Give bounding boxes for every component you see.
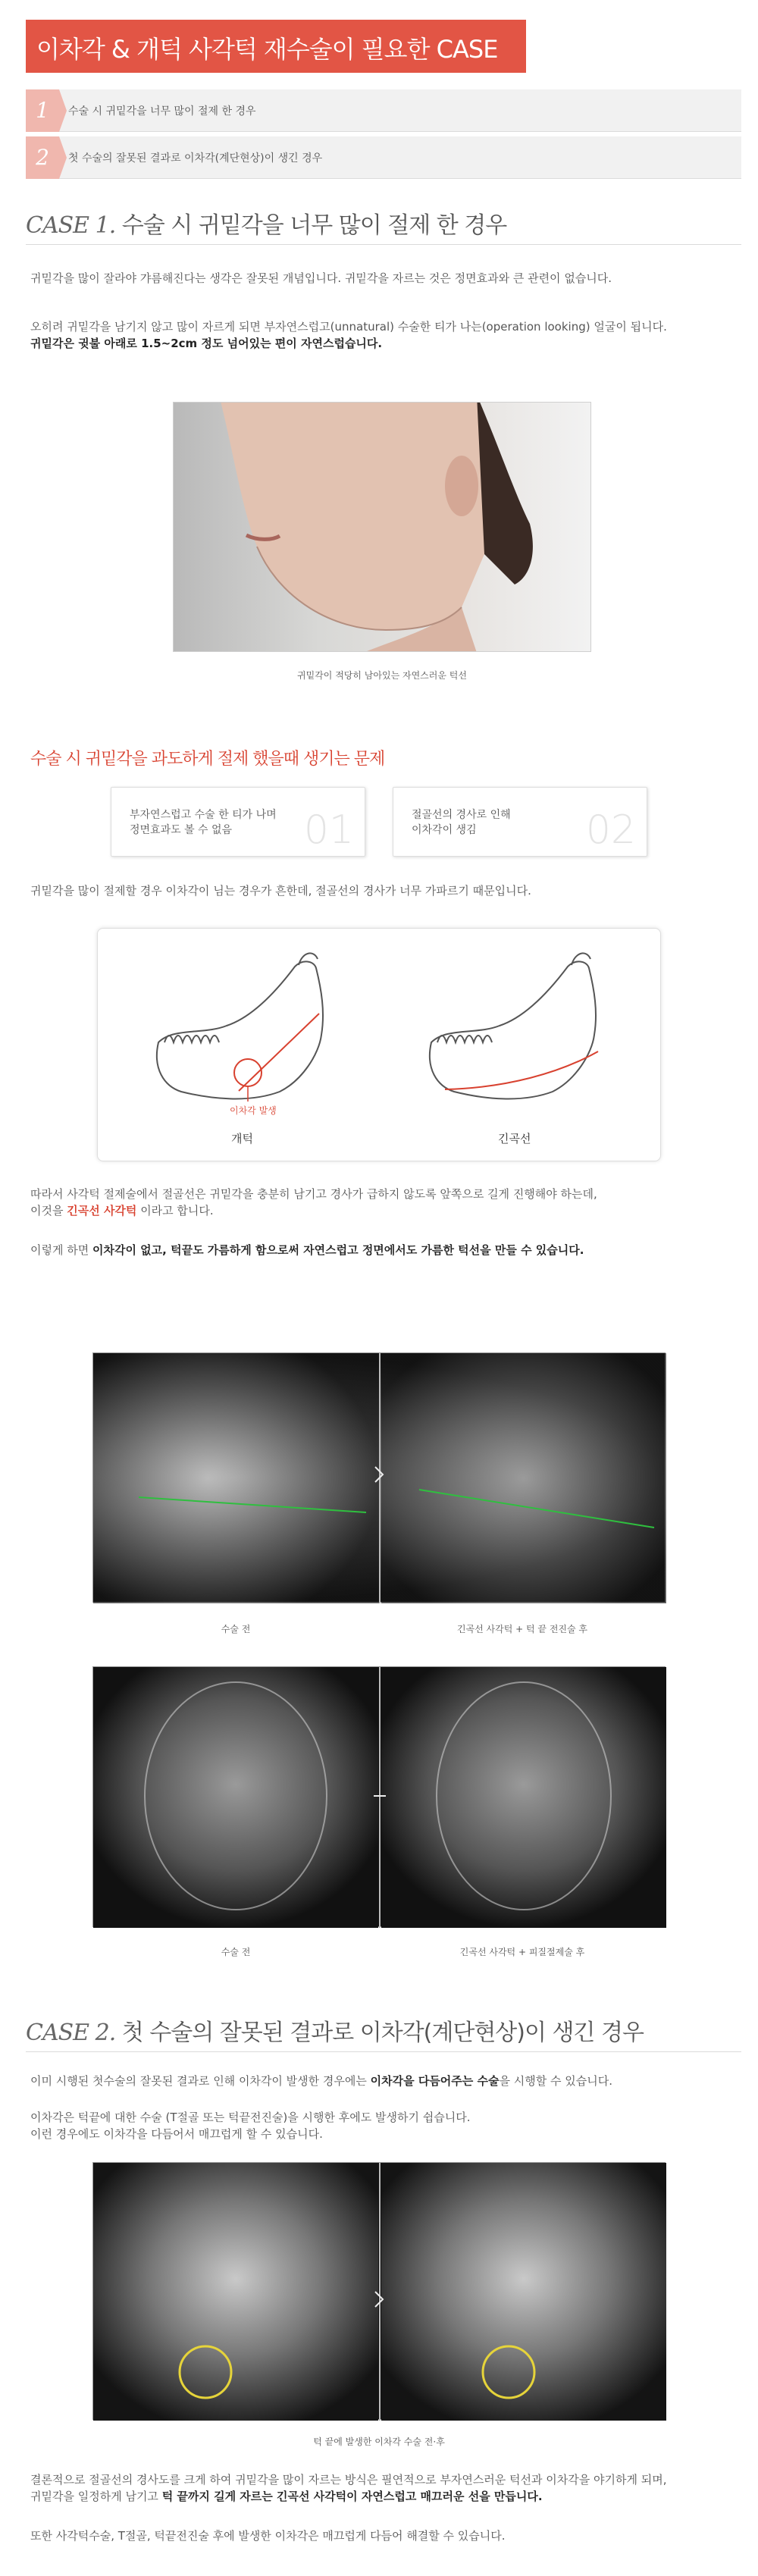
case1-paragraph-1: 귀밑각을 많이 잘라야 갸름해진다는 생각은 잘못된 개념입니다. 귀밑각을 자르는 것은 정면효과와 큰 관련이 없습니다. <box>30 271 612 285</box>
problem-line: 부자연스럽고 수술 한 티가 나며 <box>130 809 277 821</box>
case1-paragraph-5 <box>30 1242 728 1258</box>
divider <box>26 2051 741 2052</box>
problem-line: 정면효과도 볼 수 없음 <box>130 824 233 836</box>
problem-text <box>130 807 277 838</box>
ct-caption-before: 수술 전 <box>221 1624 251 1634</box>
case2-line: 이차각은 턱끝에 대한 수술 (T절골 또는 턱끝전진술)을 시행한 후에도 발생하기 쉽습니다. <box>30 2111 471 2124</box>
case-text: 첫 수술의 잘못된 결과로 이차각(계단현상)이 생긴 경우 <box>68 152 323 165</box>
case1-paragraph-4-line <box>30 1202 728 1219</box>
face-photo-caption: 귀밑각이 적당히 남아있는 자연스러운 턱선 <box>297 670 467 681</box>
case-number: 2 <box>26 136 59 179</box>
case1-paragraph-4 <box>30 1186 728 1219</box>
case2-caption: 턱 끝에 발생한 이차각 수술 전·후 <box>313 2437 445 2447</box>
text-segment: 을 시행할 수 있습니다. <box>499 2074 612 2088</box>
title-banner <box>26 20 526 73</box>
case1-paragraph-3: 귀밑각을 많이 절제할 경우 이차각이 님는 경우가 흔한데, 절골선의 경사가 너무 가파르기 때문입니다. <box>30 884 531 898</box>
problem-card-1 <box>111 787 365 857</box>
case2-line <box>30 2488 728 2505</box>
problem-card-2 <box>393 787 647 857</box>
case2-line: 이런 경우에도 이차각을 다듬어서 매끄럽게 할 수 있습니다. <box>30 2127 323 2141</box>
problem-text <box>412 807 511 838</box>
page-title: 이차각 & 개턱 사각턱 재수술이 필요한 CASE <box>36 35 498 64</box>
ct-caption-after: 긴곡선 사각턱 + 턱 끝 전진술 후 <box>456 1624 588 1634</box>
problem-line: 절골선의 경사로 인해 <box>412 809 511 821</box>
case2-title: 첫 수술의 잘못된 결과로 이차각(계단현상)이 생긴 경우 <box>121 2020 644 2046</box>
diagram-right-label: 긴곡선 <box>498 1132 531 1145</box>
text-segment: 이미 시행된 첫수술의 잘못된 결과로 인해 이차각이 발생한 경우에는 <box>30 2074 371 2088</box>
highlight-term: 긴곡선 사각턱 <box>67 1204 137 1217</box>
long-curve-line <box>445 1051 598 1089</box>
case-text: 수술 시 귀밑각을 너무 많이 절제 한 경우 <box>68 105 256 118</box>
case1-title: 수술 시 귀밑각을 너무 많이 절제 한 경우 <box>121 212 507 239</box>
case2-label: CASE 2. <box>26 2020 116 2046</box>
text-segment: 이렇게 하면 <box>30 1243 92 1257</box>
xray-caption-after: 긴곡선 사각턱 + 피질절제술 후 <box>459 1947 585 1957</box>
case2-ct-illustration <box>93 2163 666 2421</box>
xray-illustration <box>93 1667 666 1928</box>
case-number: 1 <box>26 89 59 132</box>
case1-paragraph-2-bold: 귀밑각은 귓불 아래로 1.5~2cm 정도 넘어있는 편이 자연스럽습니다. <box>30 337 383 350</box>
case1-paragraph-2-text: 오히려 귀밑각을 남기지 않고 많이 자르게 되면 부자연스럽고(unnatural) 수술한 티가 나는(operation looking) 얼굴이 됩니다. <box>30 320 667 334</box>
case1-label: CASE 1. <box>26 212 116 239</box>
case-item-1 <box>26 89 741 132</box>
bold-segment: 이차각을 다듬어주는 수술 <box>370 2074 500 2088</box>
case2-paragraph-6: 또한 사각턱수술, T절골, 턱끝전진술 후에 발생한 이차각은 매끄럽게 다듬어 해결할 수 있습니다. <box>30 2529 506 2543</box>
divider <box>26 244 741 245</box>
face-profile-illustration <box>174 403 591 652</box>
bold-segment: 이차각이 없고, 턱끝도 가름하게 함으로써 자연스럽고 정면에서도 가름한 턱선을 만들 수 있습니다. <box>92 1243 584 1257</box>
xray-caption-before: 수술 전 <box>221 1947 251 1957</box>
case2-paragraph-1 <box>30 2073 728 2089</box>
osteotomy-line-left <box>239 1014 319 1091</box>
text-segment: 이것을 <box>30 1204 67 1217</box>
face-profile-photo <box>173 402 591 652</box>
case2-ct-comparison <box>92 2162 666 2420</box>
jaw-left <box>157 953 323 1098</box>
jaw-diagram <box>98 929 662 1162</box>
diagram-left-label: 개턱 <box>231 1132 253 1145</box>
case1-paragraph-2 <box>30 318 728 352</box>
xray-comparison <box>92 1666 666 1927</box>
case2-paragraph-2 <box>30 2109 728 2142</box>
case2-paragraph-4 <box>30 2471 728 2505</box>
case1-heading <box>26 206 506 240</box>
text-segment: 귀밑각을 일정하게 남기고 <box>30 2490 162 2503</box>
text-segment: 이라고 합니다. <box>136 1204 214 1217</box>
problem-heading: 수술 시 귀밑각을 과도하게 절제 했을때 생기는 문제 <box>30 750 385 769</box>
bold-segment: 턱 끝까지 길게 자르는 긴곡선 사각턱이 자연스럽고 매끄러운 선을 만듭니다. <box>161 2490 543 2503</box>
problem-number: 01 <box>303 807 354 853</box>
jaw-diagram-card <box>97 928 661 1161</box>
case2-heading <box>26 2013 644 2047</box>
case1-paragraph-4-line: 따라서 사각턱 절제술에서 절골선은 귀밑각을 충분히 남기고 경사가 급하지 않도록 앞쪽으로 길게 진행해야 하는데, <box>30 1187 597 1201</box>
problem-number: 02 <box>585 807 636 853</box>
problem-line: 이차각이 생김 <box>412 824 477 836</box>
jaw-right <box>430 953 596 1098</box>
case-item-2 <box>26 136 741 179</box>
case2-line: 결론적으로 절골선의 경사도를 크게 하여 귀밑각을 많이 자르는 방식은 필연적으로 부자연스러운 턱선과 이차각을 야기하게 되며, <box>30 2473 667 2487</box>
diagram-note: 이차각 발생 <box>230 1105 277 1116</box>
ct-scan-illustration <box>93 1353 666 1603</box>
ct-scan-comparison <box>92 1352 666 1603</box>
